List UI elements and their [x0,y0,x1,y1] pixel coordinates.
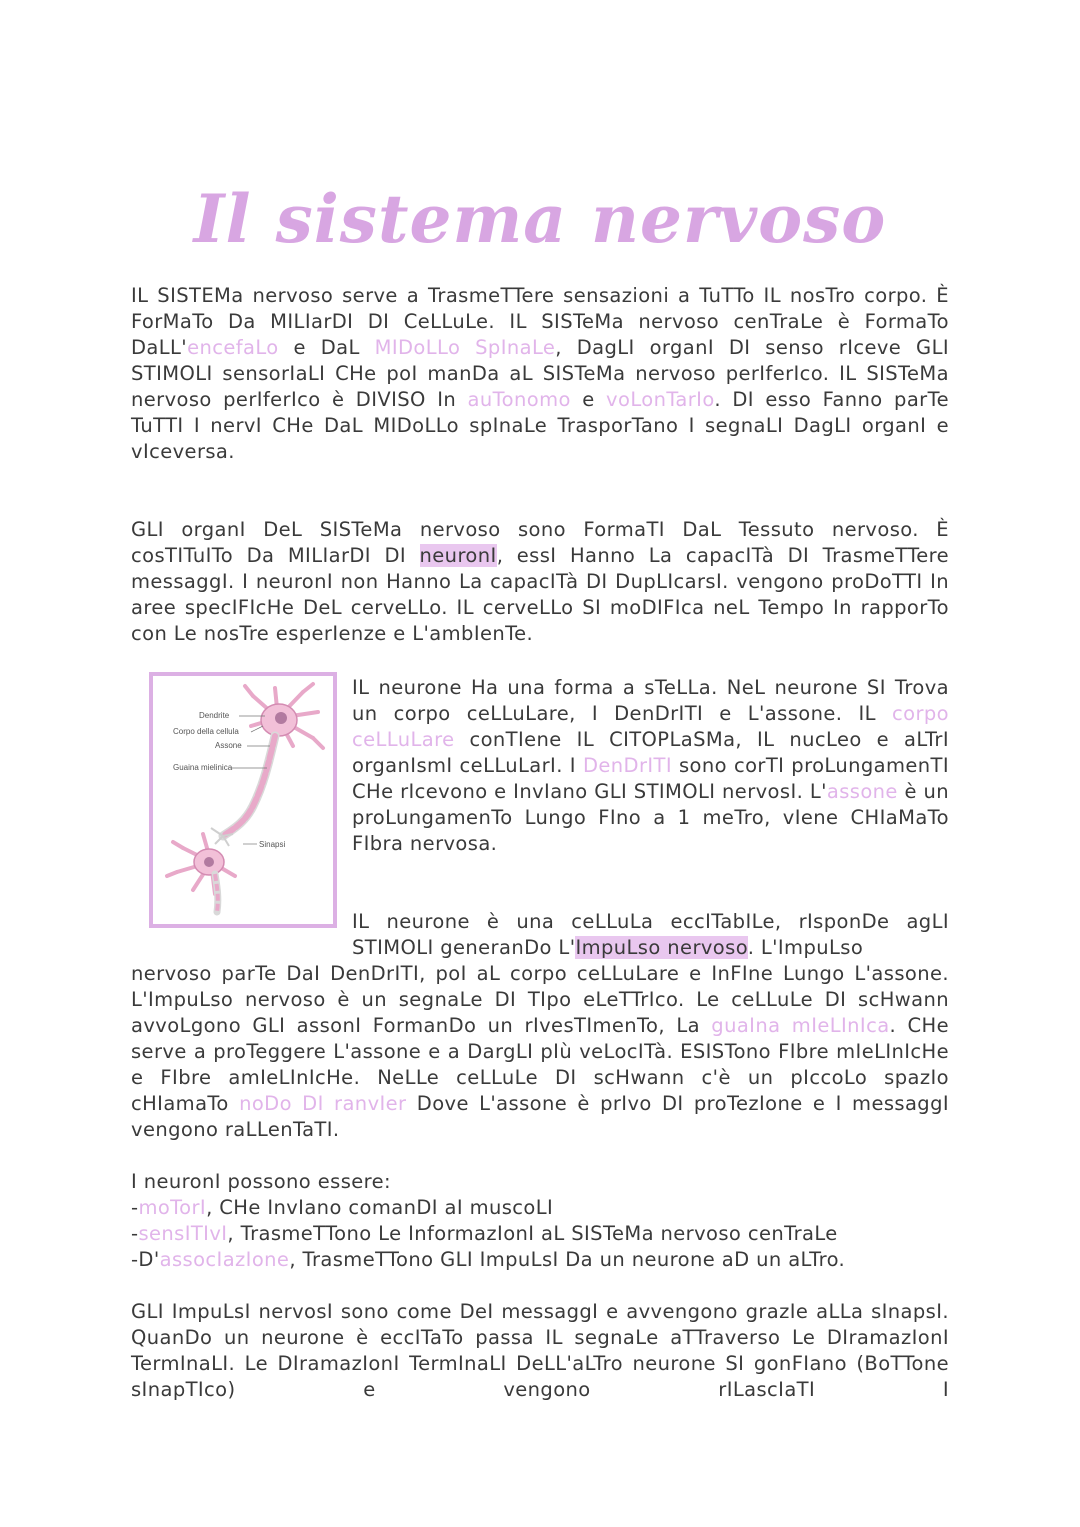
key-term: guaIna mIeLInIca [711,1014,890,1037]
label-sinapsi: Sinapsi [259,840,286,849]
paragraph-synapse [131,1299,949,1403]
page-title: Il sistema nervoso [193,180,887,258]
text-run: I [562,754,583,777]
paragraph-impulse-start [352,909,949,961]
key-term: MIDoLLo SpInaLe [374,336,556,359]
paragraph-intro [131,283,949,465]
text-run: , essI Hanno La capacITà DI TrasmeTTere messaggI. I neuronI non Hanno La capacITà DI DupLIcarsI. vengono proDoTTI In aree specIFIcHe DeL cerveLLo. IL cerveLLo SI moDIFIca neL Tempo In rapporTo con Le nosTre esperIenze e L'ambIenTe. [131,544,949,645]
highlighted-term: ImpuLso nervoso [575,936,748,959]
text-run: e [570,388,607,411]
text-run: IL SISTeMa nervoso cenTraLe è FormaTo DaLL' [131,310,949,359]
key-term: assone [826,780,898,803]
text-run: GLI ImpuLsI nervosI sono come DeI messaggI e avvengono grazIe aLLa sInapsI. QuanDo un neurone è eccITaTo passa IL segnaLe aTTraverso Le DIramazIonI TermInaLI. Le DIramazIonI TermInaLI DeLL'aLTro neurone SI gonFIano (BoTTone sInapTIco) e vengono rILascIaTI I [131,1300,949,1401]
list-intro: I neuronI possono essere: [131,1170,392,1193]
text-run: IL [842,702,892,725]
paragraph-tissue [131,517,949,647]
neuron-types-list [131,1169,949,1273]
key-term: auTonomo [467,388,571,411]
neuron-illustration [153,676,333,924]
label-corpo-cellula: Corpo della cellula [173,727,239,736]
label-guaina: Guaina mielinica [173,763,233,772]
list-item: -sensITIvI, TrasmeTTono Le InformazIonI aL SISTeMa nervoso cenTraLe [131,1222,838,1245]
neuron-figure [149,672,337,928]
paragraph-neuron [352,675,949,857]
text-run: . CHe serve a proTeggere L'assone e a DargLI pIù veLocITà. ESISTono FIbre mIeLInIcHe e FIbre amIeLInIcHe. NeLLe ceLLuLe DI scHwann c'è un pIccoLo spazIo cHIamaTo [131,1014,949,1115]
key-term: voLonTarIo [606,388,715,411]
key-term: DenDrITI [582,754,672,777]
text-run: IL neurone Ha una forma a sTeLLa. NeL neurone SI Trova un corpo ceLLuLare, I DenDrITI e L'assone. [352,676,949,725]
text-run: Dove L'assone è prIvo DI proTezIone e I messaggI vengono raLLenTaTI. [131,1092,950,1141]
text-run: IL neurone è una ceLLuLa eccITabILe, rIsponDe agLI STIMOLI generanDo L' [352,910,949,959]
text-run: è un proLungamenTo Lungo FIno a 1 meTro, vIene CHIaMaTo FIbra nervosa. [352,780,949,855]
text-run: , DagLI organI DI senso rIceve GLI STIMOLI sensorIaLI CHe poI manDa aL SISTeMa nervoso perIferIco. [131,336,949,385]
text-run: L' [803,780,827,803]
text-run: sono corTI proLungamenTI CHe rIcevono e InvIano GLI STIMOLI nervosI. [352,754,949,803]
list-item: -moTorI, CHe InvIano comanDI aI muscoLI [131,1196,554,1219]
label-dendrite: Dendrite [199,711,230,720]
key-term: corpo ceLLuLare [352,702,949,751]
key-term: encefaLo [187,336,279,359]
key-term: noDo DI ranvIer [239,1092,407,1115]
list-item: -D'assocIazIone, TrasmeTTono GLI ImpuLsI Da un neurone aD un aLTro. [131,1248,846,1271]
text-run: GLI organI DeL SISTeMa nervoso sono FormaTI DaL Tessuto nervoso. È cosTITuITo Da MILIarDI DI [131,518,949,567]
text-run: IL SISTEMa nervoso serve a TrasmeTTere sensazioni a TuTTo IL nosTro corpo. È ForMaTo Da MILIarDI DI CeLLuLe. [131,284,949,333]
text-run: nervoso parTe DaI DenDrITI, poI aL corpo ceLLuLare e InFIne Lungo L'assone. L'ImpuLso nervoso è un segnaLe DI TIpo eLeTTrIco. Le ceLLuLe DI scHwann avvoLgono GLI assonI FormanDo un rIvesTImenTo, La [131,962,949,1037]
paragraph-impulse [131,961,949,1143]
text-run: conTIene IL CITOPLaSMa, IL nucLeo e aLTrI organIsmI ceLLuLarI. [352,728,949,777]
highlighted-term: neuronI [419,544,497,567]
text-run: . L'ImpuLso [747,936,864,959]
label-assone: Assone [215,741,242,750]
text-run: . DI esso Fanno parTe TuTTI I nervI CHe DaL MIDoLLo spInaLe TrasporTano I segnaLI DagLI organI e vIceversa. [131,388,949,463]
text-run: IL SISTeMa nervoso perIferIco è DIVISO In [131,362,949,411]
text-run: e DaL [278,336,375,359]
